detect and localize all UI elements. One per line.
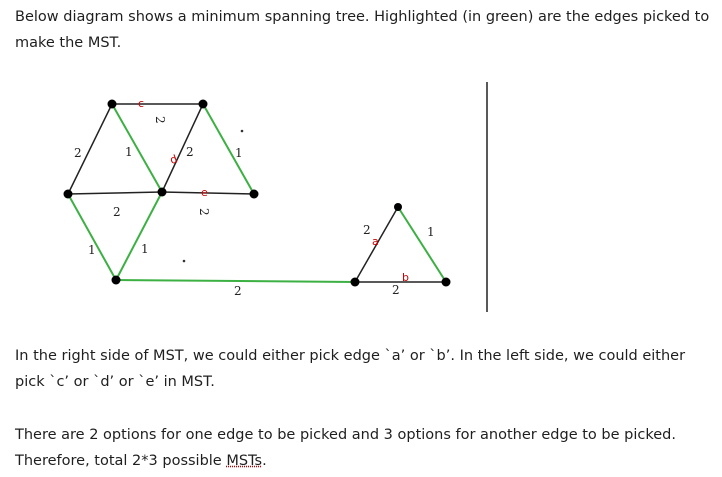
weight-label-upper-right: 1 xyxy=(235,146,243,160)
weight-label-center-right: 2 xyxy=(197,208,211,216)
conclusion-text xyxy=(15,422,715,474)
mst-edge-lower-inner xyxy=(116,192,162,280)
explanation-text xyxy=(15,343,715,395)
mst-edge-upper-right xyxy=(203,104,254,194)
weight-label-tri-right: 1 xyxy=(427,225,435,239)
weight-label-upper-left: 2 xyxy=(74,146,82,160)
weight-label-top: 2 xyxy=(153,116,167,124)
vertex-bottom-left xyxy=(112,276,121,285)
edge-upper-inner-right xyxy=(162,104,203,192)
explanation-sentence: In the right side of MST, we could either pick edge `a’ or `b’. In the left side, we could either pick `c’ or `d’ or `e’ in MST. xyxy=(15,348,686,390)
weight-label-tri-bottom: 2 xyxy=(392,283,400,297)
vertex-mid-left xyxy=(64,190,73,199)
vertex-top-right xyxy=(199,100,208,109)
intro-sentence: Below diagram shows a minimum spanning tree. Highlighted (in green) are the edges picked to make the MST. xyxy=(15,9,710,51)
edge-center-left xyxy=(68,192,162,194)
vertex-tri-right xyxy=(442,278,451,287)
mst-diagram xyxy=(0,60,722,330)
weight-label-upper-inner-left: 1 xyxy=(125,145,133,159)
msts-word: MSTs xyxy=(226,453,263,469)
vertex-top-left xyxy=(108,100,117,109)
edge-name-c: c xyxy=(138,97,145,110)
vertex-bottom-mid xyxy=(351,278,360,287)
intro-text xyxy=(15,4,715,56)
mst-edge-bottom xyxy=(116,280,355,282)
weight-label-upper-inner-right: 2 xyxy=(186,145,194,159)
mst-edge-lower-left xyxy=(68,194,116,280)
edge-name-b: b xyxy=(402,271,409,284)
weight-label-lower-left: 1 xyxy=(88,243,96,257)
edge-name-a: a xyxy=(372,235,379,248)
weight-label-tri-left: 2 xyxy=(363,223,371,237)
vertex-center xyxy=(158,188,167,197)
edge-name-e: e xyxy=(201,186,208,199)
conclusion-sentence: There are 2 options for one edge to be picked and 3 options for another edge to be picked. Therefore, total 2*3 possible xyxy=(15,427,676,469)
conclusion-period: . xyxy=(262,453,267,469)
stray-dot xyxy=(241,130,244,133)
vertex-mid-right xyxy=(250,190,259,199)
edge-center-right xyxy=(162,192,254,194)
weight-label-lower-inner: 1 xyxy=(141,242,149,256)
stray-dot xyxy=(183,260,186,263)
edge-name-d: d xyxy=(168,152,180,167)
vertex-tri-top xyxy=(394,203,402,211)
weight-label-bottom: 2 xyxy=(234,284,242,298)
weight-label-center-left: 2 xyxy=(113,205,121,219)
